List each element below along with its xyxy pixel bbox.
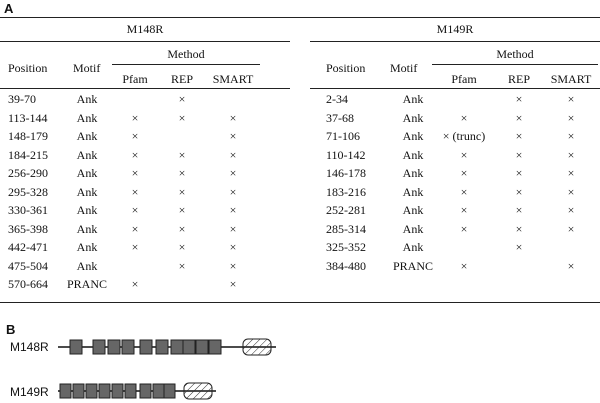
m149r-track: [58, 383, 216, 399]
right-method-pfam: Pfam: [451, 72, 477, 86]
m149r-ank-repeat: [164, 384, 175, 398]
left-motif-cell: PRANC: [66, 277, 107, 291]
left-position-cell: 256-290: [8, 166, 48, 180]
left-rep-cell: ×: [178, 147, 186, 162]
right-method-smart: SMART: [550, 72, 592, 86]
left-method-smart: SMART: [212, 72, 254, 86]
right-motif-cell: Ank: [402, 166, 424, 180]
m149r-ank-repeat: [60, 384, 71, 398]
right-pfam-cell: ×: [460, 221, 468, 236]
right-smart-cell: ×: [567, 184, 575, 199]
left-rep-cell: ×: [178, 203, 186, 217]
left-rep-cell: ×: [178, 240, 186, 254]
left-pfam-cell: ×: [131, 147, 139, 162]
left-position-cell: 113-144: [8, 110, 48, 125]
right-position-cell: 325-352: [326, 240, 366, 254]
left-smart-cell: ×: [229, 147, 237, 162]
right-method-rep: REP: [507, 72, 530, 86]
left-pfam-cell: ×: [131, 184, 139, 199]
right-rep-cell: ×: [515, 166, 523, 180]
top-rule: [0, 17, 600, 18]
m148r-ank-repeat: [156, 340, 168, 354]
right-position-cell: 146-178: [326, 166, 366, 180]
right-pfam-cell: ×: [460, 184, 468, 199]
m149r-ank-repeat: [73, 384, 84, 398]
left-col-position: Position: [8, 61, 48, 75]
left-header-rule: [0, 88, 290, 89]
right-motif-cell: Ank: [402, 92, 424, 106]
m148r-ank-repeat: [183, 340, 195, 354]
left-motif-cell: Ank: [76, 184, 98, 199]
right-smart-cell: ×: [567, 92, 575, 106]
right-pfam-cell: ×: [460, 258, 468, 273]
left-position-cell: 184-215: [8, 147, 48, 162]
panel-a-label: A: [4, 1, 14, 16]
m148r-label: M148R: [10, 340, 49, 354]
left-smart-cell: ×: [229, 184, 237, 199]
right-motif-cell: Ank: [402, 147, 424, 162]
panel-b-label: B: [6, 322, 16, 337]
left-motif-cell: Ank: [76, 203, 98, 217]
left-pfam-cell: ×: [131, 240, 139, 254]
left-motif-cell: Ank: [76, 129, 98, 143]
left-rep-cell: ×: [178, 258, 186, 273]
left-position-cell: 39-70: [8, 92, 36, 106]
right-position-cell: 252-281: [326, 203, 366, 217]
m149r-ank-repeat: [153, 384, 164, 398]
right-motif-cell: Ank: [402, 129, 424, 143]
right-col-method: Method: [496, 47, 534, 61]
left-position-cell: 570-664: [8, 277, 48, 291]
right-rep-cell: ×: [515, 221, 523, 236]
right-motif-cell: Ank: [402, 203, 424, 217]
right-method-rule: [432, 64, 598, 65]
right-rep-cell: ×: [515, 92, 523, 106]
right-header-rule: [310, 88, 600, 89]
left-pfam-cell: ×: [131, 277, 139, 291]
left-motif-cell: Ank: [76, 258, 98, 273]
m148r-ank-repeat: [93, 340, 105, 354]
right-position-cell: 384-480: [326, 258, 366, 273]
right-pfam-cell: ×: [460, 110, 468, 125]
m149r-ank-repeat: [99, 384, 110, 398]
right-rep-cell: ×: [515, 240, 523, 254]
m148r-ank-repeat: [122, 340, 134, 354]
left-table-title: M148R: [126, 22, 164, 36]
right-smart-cell: ×: [567, 129, 575, 143]
left-position-cell: 295-328: [8, 184, 48, 199]
right-col-motif: Motif: [390, 61, 418, 75]
left-smart-cell: ×: [229, 221, 237, 236]
right-col-position: Position: [326, 61, 366, 75]
right-pfam-cell: × (trunc): [442, 129, 486, 143]
m148r-ank-repeat: [209, 340, 221, 354]
right-title-rule: [310, 41, 600, 42]
right-position-cell: 2-34: [326, 92, 348, 106]
left-pfam-cell: ×: [131, 203, 139, 217]
right-rep-cell: ×: [515, 203, 523, 217]
right-motif-cell: Ank: [402, 240, 424, 254]
right-rep-cell: ×: [515, 184, 523, 199]
m149r-ank-repeat: [86, 384, 97, 398]
right-smart-cell: ×: [567, 258, 575, 273]
left-motif-cell: Ank: [76, 240, 98, 254]
right-smart-cell: ×: [567, 166, 575, 180]
right-position-cell: 285-314: [326, 221, 366, 236]
right-pfam-cell: ×: [460, 166, 468, 180]
left-position-cell: 365-398: [8, 221, 48, 236]
right-motif-cell: Ank: [402, 221, 424, 236]
left-pfam-cell: ×: [131, 166, 139, 180]
left-position-cell: 442-471: [8, 240, 48, 254]
m149r-ank-repeat: [112, 384, 123, 398]
right-rep-cell: ×: [515, 147, 523, 162]
left-pfam-cell: ×: [131, 110, 139, 125]
m148r-ank-repeat: [171, 340, 183, 354]
right-smart-cell: ×: [567, 203, 575, 217]
left-position-cell: 330-361: [8, 203, 48, 217]
right-rep-cell: ×: [515, 129, 523, 143]
left-pfam-cell: ×: [131, 221, 139, 236]
m148r-ank-repeat: [140, 340, 152, 354]
right-table-title: M149R: [436, 22, 474, 36]
right-motif-cell: Ank: [402, 110, 424, 125]
right-position-cell: 183-216: [326, 184, 366, 199]
left-rep-cell: ×: [178, 166, 186, 180]
left-position-cell: 148-179: [8, 129, 48, 143]
left-col-motif: Motif: [73, 61, 101, 75]
m148r-track: [58, 339, 276, 355]
left-motif-cell: Ank: [76, 147, 98, 162]
bottom-rule: [0, 302, 600, 303]
m148r-ank-repeat: [196, 340, 208, 354]
left-smart-cell: ×: [229, 258, 237, 273]
right-rep-cell: ×: [515, 110, 523, 125]
right-motif-cell: PRANC: [392, 258, 433, 273]
m149r-ank-repeat: [140, 384, 151, 398]
m148r-pranc-domain: [243, 339, 271, 355]
right-smart-cell: ×: [567, 221, 575, 236]
left-method-rep: REP: [170, 72, 193, 86]
right-smart-cell: ×: [567, 147, 575, 162]
left-smart-cell: ×: [229, 203, 237, 217]
m149r-ank-repeat: [125, 384, 136, 398]
left-title-rule: [0, 41, 290, 42]
left-smart-cell: ×: [229, 277, 237, 291]
left-motif-cell: Ank: [76, 221, 98, 236]
m149r-label: M149R: [10, 385, 49, 399]
m148r-ank-repeat: [70, 340, 82, 354]
right-position-cell: 110-142: [326, 147, 366, 162]
left-position-cell: 475-504: [8, 258, 48, 273]
right-position-cell: 71-106: [326, 129, 360, 143]
left-smart-cell: ×: [229, 129, 237, 143]
left-rep-cell: ×: [178, 110, 186, 125]
m149r-pranc-domain: [184, 383, 212, 399]
m148r-ank-repeat: [108, 340, 120, 354]
left-pfam-cell: ×: [131, 129, 139, 143]
right-pfam-cell: ×: [460, 147, 468, 162]
right-smart-cell: ×: [567, 110, 575, 125]
left-smart-cell: ×: [229, 166, 237, 180]
left-motif-cell: Ank: [76, 166, 98, 180]
right-position-cell: 37-68: [326, 110, 354, 125]
left-smart-cell: ×: [229, 240, 237, 254]
left-method-pfam: Pfam: [122, 72, 148, 86]
left-rep-cell: ×: [178, 184, 186, 199]
left-rep-cell: ×: [178, 92, 186, 106]
left-method-rule: [112, 64, 260, 65]
right-pfam-cell: ×: [460, 203, 468, 217]
left-smart-cell: ×: [229, 110, 237, 125]
left-motif-cell: Ank: [76, 110, 98, 125]
domain-architecture-diagram: [0, 323, 600, 403]
right-motif-cell: Ank: [402, 184, 424, 199]
left-rep-cell: ×: [178, 221, 186, 236]
left-col-method: Method: [167, 47, 205, 61]
left-motif-cell: Ank: [76, 92, 98, 106]
